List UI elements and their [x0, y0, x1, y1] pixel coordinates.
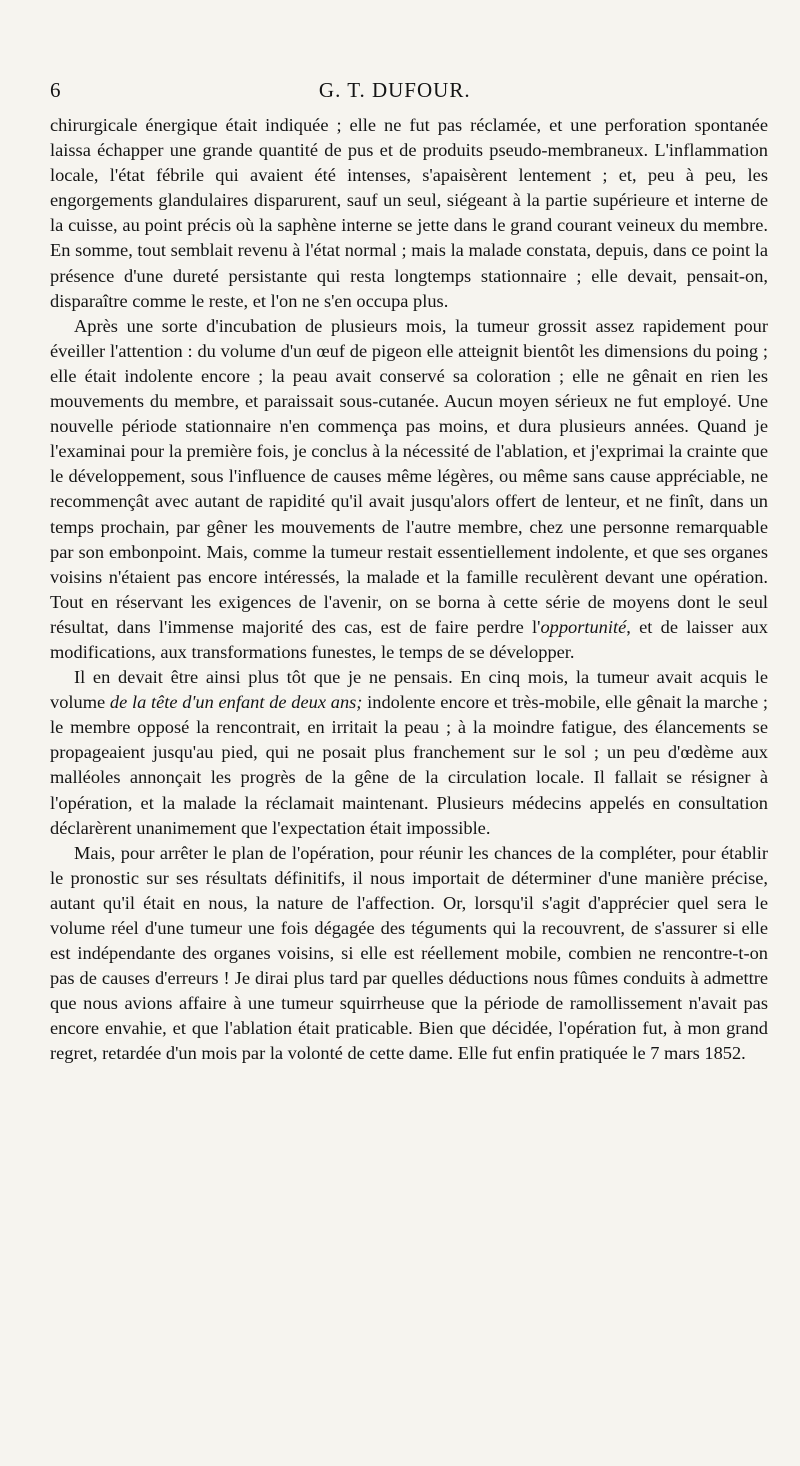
paragraph [50, 314, 768, 665]
text-segment: indolente encore et très-mobile, elle gênait la marche ; le membre opposé la rencontrait, en irritait la peau ; à la moindre fatigue, des élancements se propageaient jusqu'au pied, qui ne posait plus franchement sur le sol ; un peu d'œdème aux malléoles annonçait les progrès de la gêne de la circulation locale. Il fallait se résigner à l'opération, et la malade la réclamait maintenant. Plusieurs médecins appelés en consultation déclarèrent unanimement que l'expectation était impossible. [50, 692, 768, 838]
text-segment: chirurgicale énergique était indiquée ; elle ne fut pas réclamée, et une perforation spontanée laissa échapper une grande quantité de pus et de produits pseudo-membraneux. L'inflammation locale, l'état fébrile qui avaient été intenses, s'apaisèrent lentement ; et, peu à peu, les engorgements glandulaires disparurent, sauf un seul, siégeant à la partie supérieure et interne de la cuisse, au point précis où la saphène interne se jette dans le grand courant veineux du membre. En somme, tout semblait revenu à l'état normal ; mais la malade constata, depuis, dans ce point la présence d'une dureté persistante qui resta longtemps stationnaire ; elle devait, pensait-on, disparaître comme le reste, et l'on ne s'en occupa plus. [50, 115, 768, 311]
text-segment: Il en devait être ainsi plus tôt que je ne pensais. En cinq mois, la tumeur avait acquis le volume [50, 667, 768, 713]
text-segment: Mais, pour arrêter le plan de l'opération, pour réunir les chances de la compléter, pour établir le pronostic sur ses résultats définitifs, il nous importait de déterminer d'une manière précise, autant qu'il était en nous, la nature de l'affection. Or, lorsqu'il s'agit d'apprécier quel sera le volume réel d'une tumeur une fois dégagée des téguments qui la recouvrent, de s'assurer si elle est indépendante des organes voisins, si elle est réellement mobile, combien ne rencontre-t-on pas de causes d'erreurs ! Je dirai plus tard par quelles déductions nous fûmes conduits à admettre que nous avions affaire à une tumeur squirrheuse que la période de ramollissement n'avait pas encore envahie, et que l'ablation était praticable. Bien que décidée, l'opération fut, à mon grand regret, retardée d'un mois par la volonté de cette dame. Elle fut enfin pratiquée le 7 mars 1852. [50, 842, 768, 1064]
text-segment: Après une sorte d'incubation de plusieurs mois, la tumeur grossit assez rapidement pour éveiller l'attention : du volume d'un œuf de pigeon elle atteignit bientôt les dimensions du poing ; elle était indolente encore ; la peau avait conservé sa coloration ; elle ne gênait en rien les mouvements du membre, et paraissait sous-cutanée. Aucun moyen sérieux ne fut employé. Une nouvelle période stationnaire n'en commença pas moins, et dura plusieurs années. Quand je l'examinai pour la première fois, je conclus à la nécessité de l'ablation, et j'exprimai la crainte que le développement, sous l'influence de causes même légères, ou même sans cause appréciable, ne recommençât avec autant de rapidité qu'il avait jusqu'alors offert de lenteur, et ne finît, dans un temps prochain, par gêner les mouvements de l'autre membre, chez une personne remarquable par son embonpoint. Mais, comme la tumeur restait essentiellement indolente, et que ses organes voisins n'étaient pas encore intéressés, la malade et la famille reculèrent devant une opération. Tout en réservant les exigences de l'avenir, on se borna à cette série de moyens dont le seul résultat, dans l'immense majorité des cas, est de faire perdre l' [50, 315, 768, 637]
paragraph [50, 841, 768, 1067]
running-title: G. T. DUFOUR. [318, 78, 471, 102]
page-number: 6 [50, 78, 62, 102]
italic-text: opportunité [540, 616, 627, 637]
text-segment: , et de laisser aux modifications, aux transformations funestes, le temps de se développer. [50, 616, 769, 662]
paragraph [50, 665, 768, 841]
body-text [50, 113, 768, 1067]
paragraph [50, 113, 768, 314]
page-header [50, 78, 768, 106]
italic-text: de la tête d'un enfant de deux ans; [109, 692, 363, 713]
